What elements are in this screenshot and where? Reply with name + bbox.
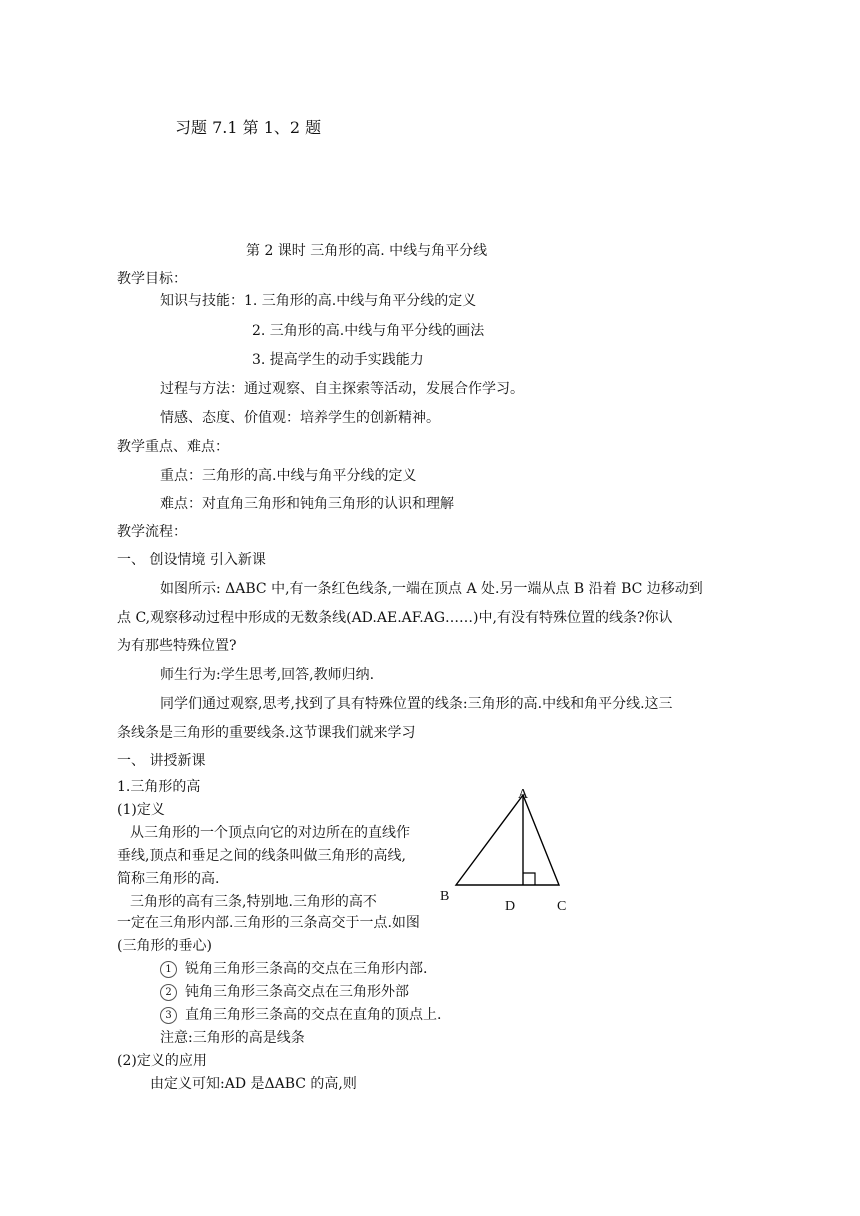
summary-line-2: 条线条是三角形的重要线条.这节课我们就来学习: [117, 725, 416, 741]
goal-knowledge-2: 2. 三角形的高.中线与角平分线的画法: [252, 323, 485, 339]
application-heading: (2)定义的应用: [117, 1053, 207, 1069]
keypoints-heading: 教学重点、难点：: [117, 439, 229, 455]
subsection-altitude: 1.三角形的高: [117, 779, 201, 795]
keypoint-key: 重点：三角形的高.中线与角平分线的定义: [160, 468, 417, 484]
number-circle: 1: [160, 961, 177, 978]
right-angle-mark: [523, 873, 535, 885]
definition-line-3: 简称三角形的高.: [117, 871, 220, 887]
intro-paragraph-line-1: 如图所示: ΔABC 中,有一条红色线条,一端在顶点 A 处.另一端从点 B 沿着 BC 边移动到: [160, 581, 703, 597]
teacher-student-action: 师生行为:学生思考,回答,教师归纳.: [160, 667, 375, 683]
application-line-1: 由定义可知:AD 是ΔABC 的高,则: [150, 1076, 357, 1092]
case-item-1: [160, 960, 427, 978]
triangle-altitude-figure: [430, 780, 590, 920]
number-circle: 2: [160, 984, 177, 1001]
definition-line-1: 从三角形的一个顶点向它的对边所在的直线作: [130, 825, 410, 841]
flow-heading: 教学流程：: [117, 524, 187, 540]
case-item-2: [160, 983, 409, 1001]
number-circle: 3: [160, 1007, 177, 1024]
note-line-1: 三角形的高有三条,特别地.三角形的高不: [130, 894, 377, 910]
definition-heading: (1)定义: [117, 802, 165, 818]
note-line-2: 一定在三角形内部.三角形的三条高交于一点.如图: [117, 915, 420, 931]
foot-label-d: D: [505, 899, 516, 914]
keypoint-difficult: 难点：对直角三角形和钝角三角形的认识和理解: [160, 496, 454, 512]
goal-knowledge-1: 知识与技能：1. 三角形的高.中线与角平分线的定义: [160, 293, 477, 309]
goal-emotion: 情感、态度、价值观：培养学生的创新精神。: [160, 410, 440, 426]
goal-process: 过程与方法：通过观察、自主探索等活动，发展合作学习。: [160, 381, 524, 397]
vertex-label-b: B: [440, 889, 450, 904]
intro-paragraph-line-2: 点 C,观察移动过程中形成的无数条线(AD.AE.AF.AG……)中,有没有特殊位置的线条?你认: [117, 610, 673, 626]
vertex-label-a: A: [518, 787, 529, 802]
lesson-title: 第 2 课时 三角形的高. 中线与角平分线: [246, 243, 488, 259]
note-line-3: (三角形的垂心): [117, 938, 212, 954]
goals-heading: 教学目标：: [117, 271, 187, 287]
attention-note: 注意:三角形的高是线条: [160, 1030, 305, 1046]
section-2-heading: 一、 讲授新课: [117, 753, 206, 769]
case-text: 锐角三角形三条高的交点在三角形内部.: [185, 961, 428, 977]
summary-line-1: 同学们通过观察,思考,找到了具有特殊位置的线条:三角形的高.中线和角平分线.这三: [160, 696, 673, 712]
exercise-line: 习题 7.1 第 1、2 题: [175, 118, 322, 137]
vertex-label-c: C: [557, 899, 567, 914]
case-text: 直角三角形三条高的交点在直角的顶点上.: [185, 1007, 442, 1023]
case-item-3: [160, 1006, 441, 1024]
case-text: 钝角三角形三条高交点在三角形外部: [185, 984, 409, 1000]
intro-paragraph-line-3: 为有那些特殊位置?: [117, 638, 237, 654]
triangle-abc: [456, 795, 559, 885]
definition-line-2: 垂线,顶点和垂足之间的线条叫做三角形的高线,: [117, 848, 406, 864]
goal-knowledge-3: 3. 提高学生的动手实践能力: [252, 352, 424, 368]
section-1-heading: 一、 创设情境 引入新课: [117, 552, 266, 568]
